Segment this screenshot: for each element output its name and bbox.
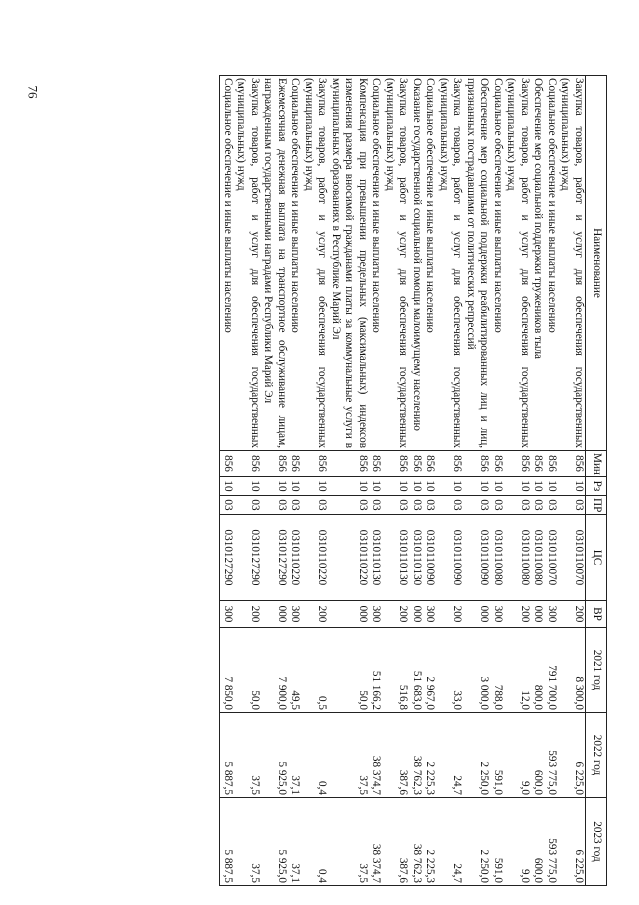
table-row [220,76,234,886]
row-2023: 387,6 [383,798,410,886]
row-pr: 03 [302,496,329,515]
row-min: 856 [302,451,329,477]
row-vr: 200 [234,601,261,628]
row-2023: 2 225,3 [423,798,437,886]
row-pr: 03 [531,496,545,515]
row-name: Обеспечение мер социальной поддержки тружеников тыла [531,76,545,451]
row-vr: 300 [288,601,302,628]
row-2023: 37,1 [288,798,302,886]
row-rz: 10 [531,477,545,496]
row-pr: 03 [545,496,559,515]
row-2023: 9,0 [504,798,531,886]
row-cs: 0310110090 [464,515,491,601]
row-name: Социальное обеспечение и иные выплаты населению [369,76,383,451]
table-row [437,76,464,886]
row-2022: 387,6 [383,713,410,798]
row-vr: 300 [545,601,559,628]
table-row [261,76,288,886]
row-2022: 37,5 [329,713,370,798]
row-pr: 03 [369,496,383,515]
row-vr: 000 [410,601,424,628]
row-2023: 0,4 [302,798,329,886]
row-cs: 0310110130 [410,515,424,601]
row-2023: 2 250,0 [464,798,491,886]
row-min: 856 [531,451,545,477]
row-2021: 2 967,0 [423,628,437,713]
row-2022: 38 762,3 [410,713,424,798]
row-2022: 593 775,0 [545,713,559,798]
table-header-row [586,76,607,886]
row-vr: 200 [504,601,531,628]
row-pr: 03 [329,496,370,515]
row-cs: 0310110080 [491,515,505,601]
row-min: 856 [437,451,464,477]
row-name: Закупка товаров, работ и услуг для обеспечения государственных (муниципальных) нужд [302,76,329,451]
row-rz: 10 [437,477,464,496]
row-2022: 5 925,0 [261,713,288,798]
header-2021: 2021 год [586,628,607,713]
row-2022: 37,1 [288,713,302,798]
row-pr: 03 [464,496,491,515]
row-2021: 516,8 [383,628,410,713]
row-cs: 0310110080 [531,515,545,601]
row-name: Компенсация при превышении предельных (максимальных) индексов изменения размера вносимой гражданами платы за коммунальные услуги в муниципальных образованиях в Республике Марий Эл [329,76,370,451]
row-cs: 0310110220 [288,515,302,601]
row-name: Закупка товаров, работ и услуг для обеспечения государственных (муниципальных) нужд [437,76,464,451]
page-number: 76 [25,85,41,99]
row-2022: 37,5 [234,713,261,798]
table-row [464,76,491,886]
row-cs: 0310110070 [545,515,559,601]
row-rz: 10 [383,477,410,496]
row-2021: 0,5 [302,628,329,713]
table-row [369,76,383,886]
row-pr: 03 [437,496,464,515]
row-name: Оказание государственной социальной помощи малоимущему населению [410,76,424,451]
row-rz: 10 [491,477,505,496]
row-2021: 7 900,0 [261,628,288,713]
row-vr: 000 [329,601,370,628]
row-min: 856 [504,451,531,477]
row-vr: 000 [261,601,288,628]
row-2021: 51 166,2 [369,628,383,713]
row-pr: 03 [234,496,261,515]
row-2021: 8 300,0 [558,628,586,713]
row-vr: 300 [369,601,383,628]
row-rz: 10 [410,477,424,496]
row-rz: 10 [261,477,288,496]
row-2022: 600,0 [531,713,545,798]
row-pr: 03 [383,496,410,515]
row-vr: 200 [383,601,410,628]
row-2023: 37,5 [234,798,261,886]
row-2022: 6 225,0 [558,713,586,798]
row-pr: 03 [410,496,424,515]
row-2022: 591,0 [491,713,505,798]
row-pr: 03 [504,496,531,515]
row-min: 856 [234,451,261,477]
table-row [383,76,410,886]
table-row [423,76,437,886]
row-vr: 000 [464,601,491,628]
row-vr: 000 [531,601,545,628]
row-rz: 10 [464,477,491,496]
row-2021: 791 700,0 [545,628,559,713]
row-2023: 593 775,0 [545,798,559,886]
row-2022: 5 887,5 [220,713,234,798]
row-2021: 50,0 [234,628,261,713]
row-cs: 0310110090 [437,515,464,601]
rotated-table-page [77,75,607,885]
header-min: Мин [586,451,607,477]
row-rz: 10 [329,477,370,496]
row-name: Социальное обеспечение и иные выплаты населению [220,76,234,451]
row-cs: 0310127290 [261,515,288,601]
row-min: 856 [383,451,410,477]
row-name: Закупка товаров, работ и услуг для обеспечения государственных (муниципальных) нужд [234,76,261,451]
row-2022: 2 225,3 [423,713,437,798]
table-row [302,76,329,886]
row-cs: 0310127290 [220,515,234,601]
row-cs: 0310110130 [383,515,410,601]
row-cs: 0310110220 [302,515,329,601]
row-2021: 12,0 [504,628,531,713]
row-2022: 38 374,7 [369,713,383,798]
row-name: Социальное обеспечение и иные выплаты населению [423,76,437,451]
table-row [288,76,302,886]
row-cs: 0310127290 [234,515,261,601]
row-name: Закупка товаров, работ и услуг для обеспечения государственных (муниципальных) нужд [504,76,531,451]
row-cs: 0310110130 [369,515,383,601]
header-2023: 2023 год [586,798,607,886]
row-2021: 49,5 [288,628,302,713]
row-rz: 10 [369,477,383,496]
row-name: Обеспечение мер социальной поддержки реабилитированных лиц и лиц, признанных пострадавшими от политических репрессий [464,76,491,451]
row-2023: 6 225,0 [558,798,586,886]
row-name: Социальное обеспечение и иные выплаты населению [491,76,505,451]
header-cs: ЦС [586,515,607,601]
table-row [234,76,261,886]
row-min: 856 [329,451,370,477]
row-min: 856 [491,451,505,477]
row-min: 856 [423,451,437,477]
row-2021: 3 000,0 [464,628,491,713]
row-2023: 37,5 [329,798,370,886]
row-name: Социальное обеспечение и иные выплаты населению [545,76,559,451]
row-2022: 24,7 [437,713,464,798]
row-2023: 38 374,7 [369,798,383,886]
row-rz: 10 [423,477,437,496]
row-rz: 10 [288,477,302,496]
row-rz: 10 [220,477,234,496]
row-pr: 03 [491,496,505,515]
row-vr: 200 [302,601,329,628]
row-min: 856 [558,451,586,477]
row-name: Социальное обеспечение и иные выплаты населению [288,76,302,451]
row-2021: 33,0 [437,628,464,713]
row-2021: 788,0 [491,628,505,713]
row-2023: 591,0 [491,798,505,886]
row-2023: 5 887,5 [220,798,234,886]
row-min: 856 [261,451,288,477]
row-pr: 03 [423,496,437,515]
row-rz: 10 [234,477,261,496]
row-pr: 03 [288,496,302,515]
row-min: 856 [369,451,383,477]
row-rz: 10 [302,477,329,496]
row-2022: 9,0 [504,713,531,798]
row-cs: 0310110220 [329,515,370,601]
header-2022: 2022 год [586,713,607,798]
row-min: 856 [545,451,559,477]
row-2023: 24,7 [437,798,464,886]
budget-table [220,75,608,886]
table-row [558,76,586,886]
row-pr: 03 [261,496,288,515]
row-vr: 300 [423,601,437,628]
row-min: 856 [410,451,424,477]
row-min: 856 [220,451,234,477]
row-rz: 10 [545,477,559,496]
row-name: Закупка товаров, работ и услуг для обеспечения государственных (муниципальных) нужд [558,76,586,451]
row-vr: 200 [437,601,464,628]
row-cs: 0310110080 [504,515,531,601]
row-2021: 800,0 [531,628,545,713]
row-min: 856 [288,451,302,477]
table-row [410,76,424,886]
header-vr: ВР [586,601,607,628]
table-row [531,76,545,886]
table-row [491,76,505,886]
header-name: Наименование [586,76,607,451]
table-body [220,76,586,886]
row-pr: 03 [558,496,586,515]
row-rz: 10 [558,477,586,496]
row-2023: 5 925,0 [261,798,288,886]
row-name: Закупка товаров, работ и услуг для обеспечения государственных (муниципальных) нужд [383,76,410,451]
row-cs: 0310110090 [423,515,437,601]
row-min: 856 [464,451,491,477]
row-2023: 600,0 [531,798,545,886]
table-row [329,76,370,886]
row-rz: 10 [504,477,531,496]
row-vr: 200 [558,601,586,628]
row-2021: 50,0 [329,628,370,713]
row-2021: 7 850,0 [220,628,234,713]
row-2023: 38 762,3 [410,798,424,886]
row-name: Ежемесячная денежная выплата на транспортное обслуживание лицам, награжденным государственными наградами Республики Марий Эл [261,76,288,451]
row-pr: 03 [220,496,234,515]
row-2021: 51 683,0 [410,628,424,713]
row-2022: 0,4 [302,713,329,798]
header-pr: ПР [586,496,607,515]
table-row [545,76,559,886]
row-vr: 300 [491,601,505,628]
row-cs: 0310110070 [558,515,586,601]
row-vr: 300 [220,601,234,628]
row-2022: 2 250,0 [464,713,491,798]
header-rz: Рз [586,477,607,496]
table-row [504,76,531,886]
